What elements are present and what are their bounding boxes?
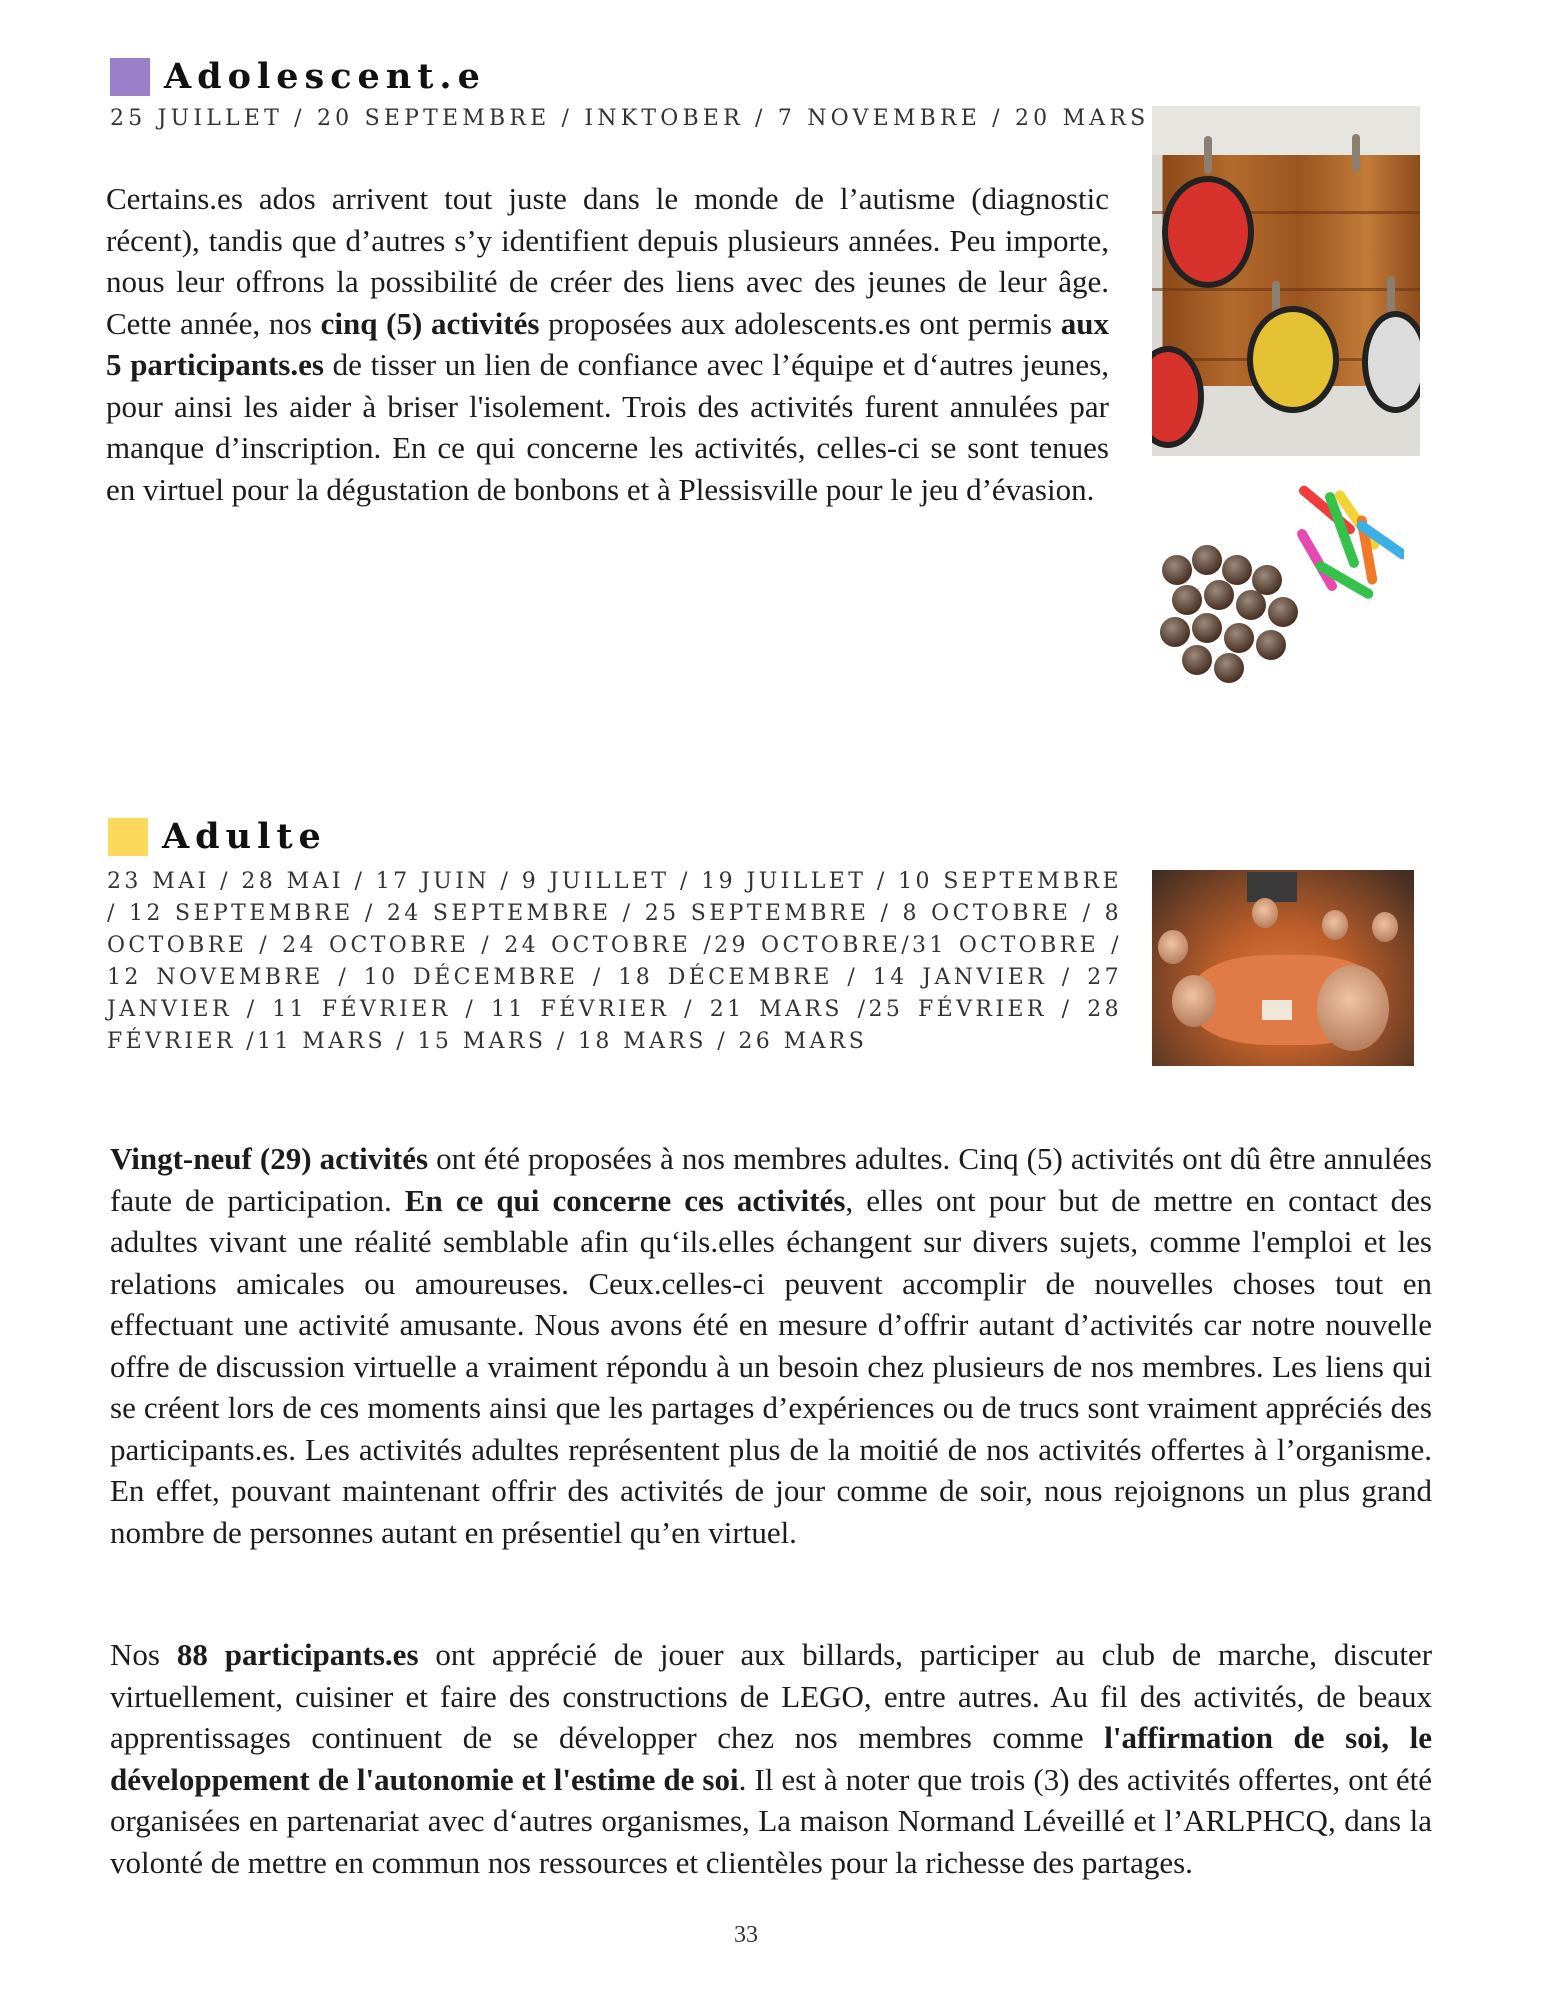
candy-photo xyxy=(1152,485,1404,685)
adolescent-paragraph: Certains.es ados arrivent tout juste dans le monde de l’autisme (diagnostic récent), tandis que d’autres s’y identifient depuis plusieurs années. Peu importe, nous leur offrons la possibilité de créer des liens avec des jeunes de leur âge. Cette année, nos cinq (5) activités proposées aux adolescents.es ont permis aux 5 participants.es de tisser un lien de confiance avec l’équipe et d‘autres jeunes, pour ainsi les aider à briser l'isolement. Trois des activités furent annulées par manque d’inscription. En ce qui concerne les activités, celles-ci se sont tenues en virtuel pour la dégustation de bonbons et à Plessisville pour le jeu d’évasion. xyxy=(106,181,1110,507)
activity-dates: 23 MAI / 28 MAI / 17 JUIN / 9 JUILLET / 19 JUILLET / 10 SEPTEMBRE / 12 SEPTEMBRE / 24 SEPTEMBRE / 25 SEPTEMBRE / 8 OCTOBRE / 8 OCTOBRE / 24 OCTOBRE / 24 OCTOBRE /29 OCTOBRE/31 OCTOBRE / 12 NOVEMBRE / 10 DÉCEMBRE / 18 DÉCEMBRE / 14 JANVIER / 27 JANVIER / 11 FÉVRIER / 11 FÉVRIER / 21 MARS /25 FÉVRIER / 28 FÉVRIER /11 MARS / 15 MARS / 18 MARS / 26 MARS xyxy=(107,869,1122,1054)
group-photo xyxy=(1152,870,1414,1066)
section-header-adolescent xyxy=(110,56,486,97)
yellow-square-marker xyxy=(108,818,148,856)
earmuffs-on-hooks-photo xyxy=(1152,106,1420,456)
page-number: 33 xyxy=(734,1922,758,1948)
adulte-paragraph-2: Nos 88 participants.es ont apprécié de jouer aux billards, participer au club de marche, discuter virtuellement, cuisiner et faire des constructions de LEGO, entre autres. Au fil des activités, de beaux apprentissages continuent de se développer chez nos membres comme l'affirmation de soi, le développement de l'autonomie et l'estime de soi. Il est à noter que trois (3) des activités offertes, ont été organisées en partenariat avec d‘autres organismes, La maison Normand Léveillé et l’ARLPHCQ, dans la volonté de mettre en commun nos ressources et clientèles pour la richesse des partages. xyxy=(110,1637,1433,1880)
adulte-paragraph-1: Vingt-neuf (29) activités ont été proposées à nos membres adultes. Cinq (5) activités ont dû être annulées faute de participation. En ce qui concerne ces activités, elles ont pour but de mettre en contact des adultes vivant une réalité semblable afin qu‘ils.elles échangent sur divers sujets, comme l'emploi et les relations amicales ou amoureuses. Ceux.celles-ci peuvent accomplir de nouvelles choses tout en effectuant une activité amusante. Nous avons été en mesure d’offrir autant d’activités car notre nouvelle offre de discussion virtuelle a vraiment répondu à un besoin chez plusieurs de nos membres. Les liens qui se créent lors de ces moments ainsi que les partages d’expériences ou de trucs sont vraiment appréciés des participants.es. Les activités adultes représentent plus de la moitié de nos activités offertes à l’organisme. En effet, pouvant maintenant offrir des activités de jour comme de soir, nous rejoignons un plus grand nombre de personnes autant en présentiel qu’en virtuel. xyxy=(110,1141,1432,1550)
section-title: Adulte xyxy=(162,816,327,857)
purple-square-marker xyxy=(110,58,150,96)
section-title: Adolescent.e xyxy=(164,56,486,97)
activity-dates: 25 JUILLET / 20 SEPTEMBRE / INKTOBER / 7 NOVEMBRE / 20 MARS xyxy=(110,106,1150,131)
section-header-adulte xyxy=(108,816,327,857)
